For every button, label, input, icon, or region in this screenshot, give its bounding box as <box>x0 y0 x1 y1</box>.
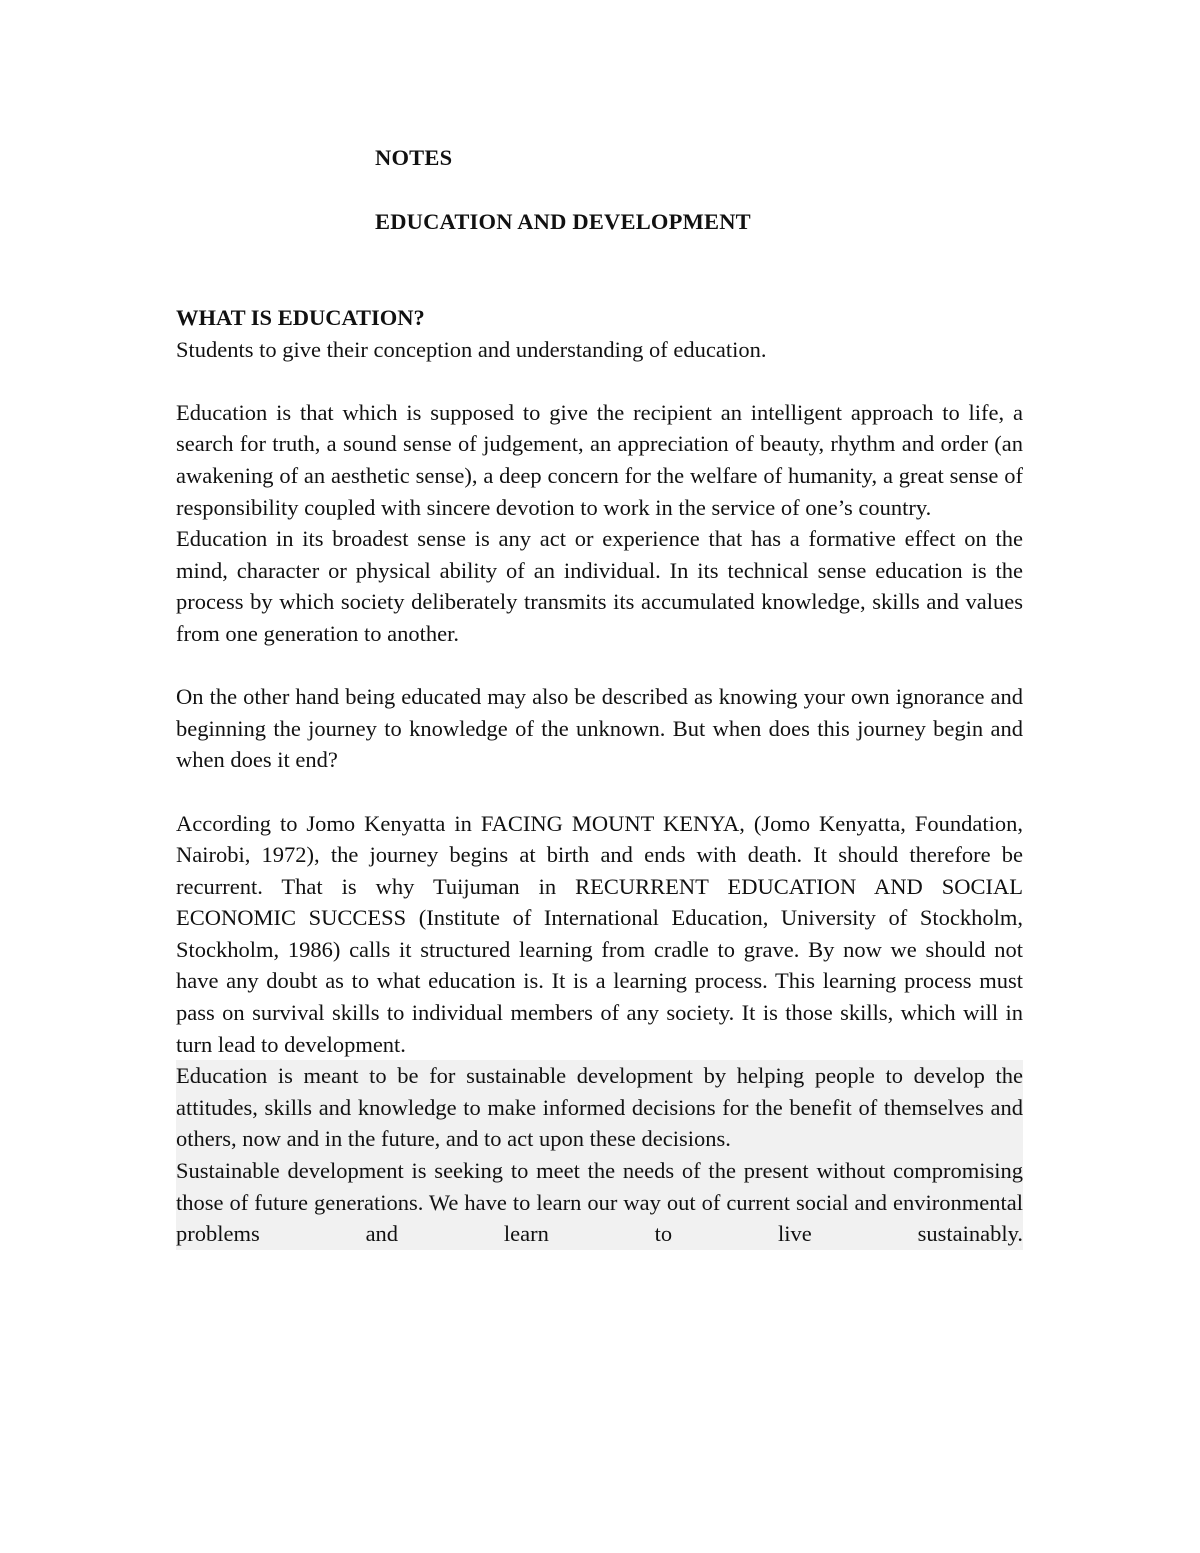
paragraph-sustainable-education: Education is meant to be for sustainable development by helping people to develop the attitudes, skills and knowledge to make informed decisions for the benefit of themselves and others, now and in the future, and to act upon these decisions. <box>176 1060 1023 1155</box>
main-title: EDUCATION AND DEVELOPMENT <box>375 209 751 234</box>
paragraph-spacer <box>176 650 1023 682</box>
paragraph-sustainable-development: Sustainable development is seeking to meet the needs of the present without compromising those of future generations. We have to learn our way out of current social and environmental problems and learn to live sustainably. <box>176 1155 1023 1250</box>
paragraph-spacer <box>176 776 1023 808</box>
paragraph-being-educated: On the other hand being educated may also be described as knowing your own ignorance and beginning the journey to knowledge of the unknown. But when does this journey begin and when does it end? <box>176 684 1023 773</box>
notes-title: NOTES <box>375 145 453 170</box>
paragraph-broadest-sense: Education in its broadest sense is any act or experience that has a formative effect on the mind, character or physical ability of an individual. In its technical sense education is the process by which society deliberately transmits its accumulated knowledge, skills and values from one generation to another. <box>176 526 1023 646</box>
paragraph-kenyatta: According to Jomo Kenyatta in FACING MOUNT KENYA, (Jomo Kenyatta, Foundation, Nairobi, 1972), the journey begins at birth and ends with death. It should therefore be recurrent. That is why Tuijuman in RECURRENT EDUCATION AND SOCIAL ECONOMIC SUCCESS (Institute of International Education, University of Stockholm, Stockholm, 1986) calls it structured learning from cradle to grave. By now we should not have any doubt as to what education is. It is a learning process. This learning process must pass on survival skills to individual members of any society. It is those skills, which will in turn lead to development. <box>176 810 1023 1057</box>
paragraph-education-definition: Education is that which is supposed to give the recipient an intelligent approach to life, a search for truth, a sound sense of judgement, an appreciation of beauty, rhythm and order (an awakening of an aesthetic sense), a deep concern for the welfare of humanity, a great sense of responsibility coupled with sincere devotion to work in the service of one’s country. <box>176 399 1023 520</box>
document-body <box>176 302 1023 1250</box>
intro-text: Students to give their conception and understanding of education. <box>176 336 767 362</box>
section-heading: WHAT IS EDUCATION? <box>176 305 425 330</box>
paragraph-spacer <box>176 365 1023 397</box>
